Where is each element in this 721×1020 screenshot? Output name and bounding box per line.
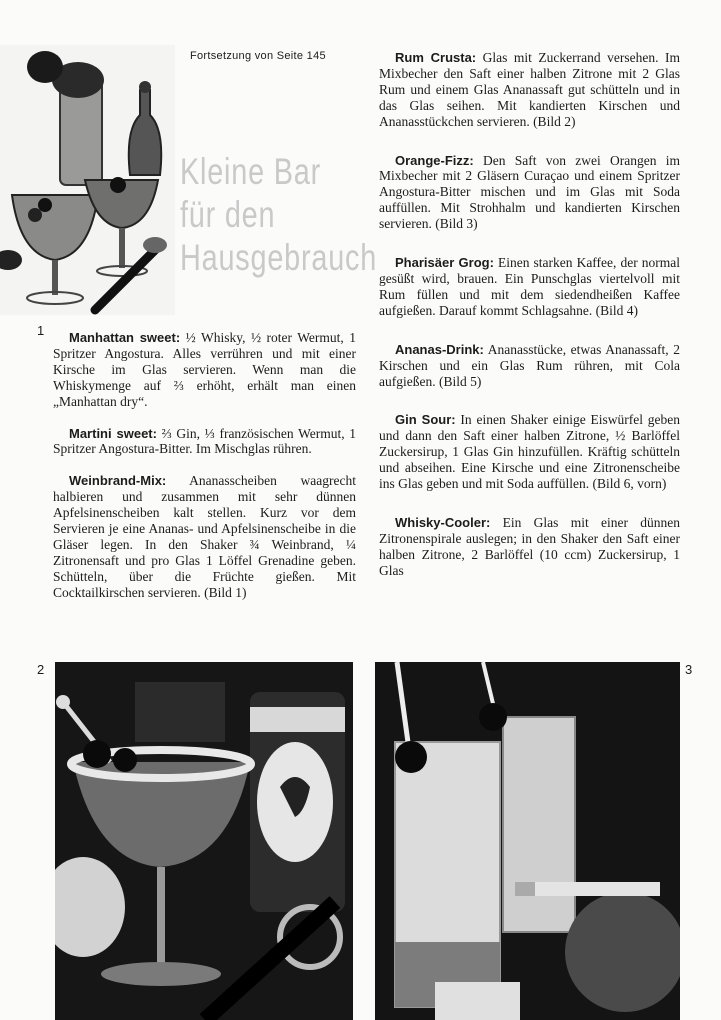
recipe-weinbrand-mix: [53, 473, 356, 600]
page-title: [180, 150, 378, 279]
title-line-3: Hausgebrauch: [180, 237, 378, 278]
recipe-text: Einen starken Kaffee, der normal gesüßt wird, brauen. Ein Punschglas viertelvoll mit Rum füllen und mit dem siedendheißen Kaffee aufgießen. Darauf kommt Schlagsahne. (Bild 4): [379, 255, 680, 318]
recipe-text: Ein Glas mit einer dünnen Zitronenspirale auslegen; in den Shaker den Saft einer halben Zitrone, 2 Barlöffel (10 ccm) Zuckersirup, 1 Glas: [379, 514, 680, 578]
recipe-name: Orange-Fizz:: [395, 152, 474, 168]
recipe-gin-sour: [379, 412, 680, 492]
recipe-ananas-drink: [379, 342, 680, 390]
recipe-column-right: [379, 50, 680, 579]
recipe-text: In einen Shaker einige Eiswürfel geben und dann den Saft einer halben Zitrone, ½ Barlöffel Zuckersirup, 1 Glas Gin hinzufüllen. Kräftig schütteln und abseihen. Eine Kirsche und eine Zitronenscheibe ins Glas geben und mit Soda auffüllen. (Bild 6, vorn): [379, 412, 681, 492]
recipe-text: Ananasscheiben waagrecht halbieren und zusammen mit sehr dünnen Apfelsinenscheiben kalt stellen. Kurz vor dem Servieren je eine Ananas- und Apfelsinenscheibe in die Gläser legen. In den Shaker ¾ Weinbrand, ¼ Zitronensaft und pro Glas 1 Löffel Grenadine geben. Schütteln, über die Früchte gießen. Mit Cocktailkirschen servieren. (Bild 1): [53, 473, 356, 600]
orange-fizz-photo: [375, 662, 680, 1020]
title-line-2: für den: [180, 194, 276, 235]
figure-number-3: 3: [685, 662, 693, 677]
recipe-text: Den Saft von zwei Orangen im Mixbecher mit 2 Gläsern Curaçao und einem Spritzer Angostura-Bitter mischen und im Glas mit Soda auffüllen. Mit Strohhalm und kandierten Kirschen servieren. (Bild 3): [379, 152, 680, 232]
continued-note: Fortsetzung von Seite 145: [190, 50, 326, 62]
recipe-manhattan: [53, 330, 356, 410]
recipe-text: Glas mit Zuckerrand versehen. Im Mixbecher den Saft einer halben Zitrone mit 2 Glas Rum und einem Glas Ananassaft gut schütteln und in das Glas seihen. Mit kandierten Kirschen und Ananasstückchen servieren. (Bild 2): [379, 50, 680, 129]
figure-number-2: 2: [37, 662, 45, 677]
recipe-whisky-cooler: [379, 515, 680, 579]
recipe-martini: [53, 426, 356, 458]
title-line-1: Kleine Bar: [180, 151, 321, 192]
recipe-name: Pharisäer Grog:: [395, 255, 494, 271]
recipe-text: ⅔ Gin, ⅓ französischen Wermut, 1 Spritzer Angostura-Bitter. Im Mischglas rühren.: [53, 425, 357, 457]
recipe-name: Martini sweet:: [69, 425, 157, 441]
figure-number-1: 1: [37, 323, 45, 338]
recipe-column-left: [53, 330, 356, 601]
recipe-orange-fizz: [379, 153, 680, 233]
recipe-name: Gin Sour:: [395, 412, 456, 428]
recipe-pharisaeer-grog: [379, 255, 680, 319]
rum-crusta-photo: [55, 662, 353, 1020]
recipe-name: Ananas-Drink:: [395, 341, 484, 357]
recipe-name: Weinbrand-Mix:: [69, 473, 167, 489]
cocktail-glasses-photo: [0, 45, 175, 315]
recipe-rum-crusta: [379, 50, 680, 130]
recipe-name: Whisky-Cooler:: [395, 514, 491, 530]
recipe-name: Rum Crusta:: [395, 50, 477, 65]
recipe-text: Ananasstücke, etwas Ananassaft, 2 Kirschen und ein Glas Rum rühren, mit Cola aufgießen. (Bild 5): [379, 341, 680, 389]
recipe-text: ½ Whisky, ½ roter Wermut, 1 Spritzer Angostura. Alles verrühren und mit einer Kirsche im Glas servieren. Wenn man die Whiskymenge auf ⅔ erhöht, erhält man einen „Manhattan dry“.: [53, 330, 356, 409]
recipe-name: Manhattan sweet:: [69, 330, 181, 345]
